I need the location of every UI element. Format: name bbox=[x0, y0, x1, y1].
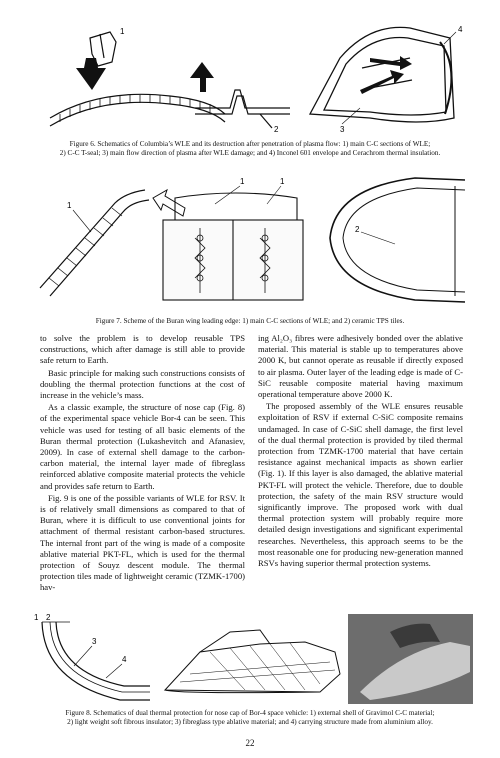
left-paragraph-2: Basic principle for making such constructions consists of doubling the thermal protection functions at the cost of increase in the vehicle’s mass. bbox=[40, 367, 245, 401]
fig6-label-3: 3 bbox=[340, 125, 345, 134]
nose-cap-section bbox=[42, 622, 150, 700]
right-paragraph-1: ing Al₂O₃ fibres were adhesively bonded over the ablative material. This material is stable up to temperatures above 2000 K, but cannot operate as reusable if directly exposed to air plasma. Outer layer of the leading edge is made of C-SiC reusable composite material having maximum operational temperature above 2000 K. bbox=[258, 333, 463, 400]
up-arrow-icon bbox=[190, 62, 214, 92]
figure-6-caption-line-1: Figure 6. Schematics of Columbia’s WLE and its destruction after penetration of plasma flow: 1) main C-C sections of WLE; bbox=[69, 140, 431, 148]
t-seal bbox=[195, 90, 290, 128]
figure-8-caption-line-2: 2) light weight soft fibrous insulator; 3) fibreglass type ablative material; and 4) carrying structure made from aluminium alloy. bbox=[67, 718, 433, 726]
left-paragraph-4: Fig. 9 is one of the possible variants of WLE for RSV. It is of relatively small dimensions as compared to that of Buran, where it is difficult to use conventional joints for attachment of thermal resistant carbon-based structures. The internal front part of the wing is made of a composite ablative material PKT-FL, which is used for the thermal protection of Souyz descent module. The thermal protection tiles made of lightweight ceramic (TZMK-1700) hav- bbox=[40, 492, 245, 593]
figure-6-caption-line-2: 2) C-C T-seal; 3) main flow direction of plasma after WLE damage; and 4) Inconel 601 envelope and Cerachrom thermal insulation. bbox=[59, 149, 441, 157]
bor4-vehicle-drawing bbox=[165, 630, 340, 693]
buran-nose-section bbox=[330, 178, 465, 302]
fig8-label-4: 4 bbox=[122, 655, 127, 664]
left-paragraph-1: to solve the problem is to develop reusable TPS constructions, which after damage is still able to provide safe return to Earth. bbox=[40, 333, 245, 366]
fig7-label-1c: 1 bbox=[280, 177, 285, 186]
fig8-label-1: 1 bbox=[34, 613, 39, 622]
flow-arrow-icon bbox=[360, 70, 404, 94]
buran-wle-strip bbox=[40, 190, 149, 296]
fig7-label-1a: 1 bbox=[67, 201, 72, 210]
fig8-label-2: 2 bbox=[46, 613, 51, 622]
fig7-label-1b: 1 bbox=[240, 177, 245, 186]
fig8-label-3: 3 bbox=[92, 637, 97, 646]
plasma-arrow-icon bbox=[153, 190, 185, 216]
figure-8-drawing bbox=[30, 612, 475, 707]
figure-6-drawing bbox=[40, 18, 470, 138]
right-column bbox=[258, 333, 463, 570]
fig6-label-2: 2 bbox=[274, 125, 279, 134]
page-number: 22 bbox=[245, 738, 255, 748]
wle-segments-curve bbox=[50, 94, 225, 126]
figure-6-caption bbox=[40, 140, 460, 158]
figure-7-drawing bbox=[35, 168, 475, 313]
wle-cross-section bbox=[310, 27, 454, 122]
fig6-label-1: 1 bbox=[120, 27, 125, 36]
left-paragraph-3: As a classic example, the structure of nose cap (Fig. 8) of the experimental space vehicle Bor-4 can be seen. This vehicle was used for testing of all basic elements of the Buran thermal protection (Lukashevitch and Afanasiev, 2009). In case of external shell damage to the carbon-carbon material, the internal layer made of fibreglass reinforced ablative composite material protects the vehicle and provides safe return to Earth. bbox=[40, 402, 245, 491]
left-column bbox=[40, 333, 245, 595]
right-paragraph-2: The proposed assembly of the WLE ensures reusable exploitation of RSV if external C-SiC composite remains undamaged. In case of C-SiC shell damage, the first level of the dual thermal protection is provided by tiled thermal protection from TZMK-1700 material that have certain resistance against mechanical impacts as shown earlier (Fig. 1). If this layer is also damaged, the ablative material PKT-FL will protect the vehicle. Therefore, due to double protection, the safety of the main RSV structure would significantly improve. The proposed work with dual thermal protection system will probably require more detailed design investigations and significant experimental researches. Nevertheless, this approach seems to be the most reasonable one for producing new-generation manned RSVs having superior thermal protection systems. bbox=[258, 401, 463, 569]
fig6-label-4: 4 bbox=[458, 25, 463, 34]
figure-7-caption: Figure 7. Scheme of the Buran wing leading edge: 1) main C-C sections of WLE; and 2) ceramic TPS tiles. bbox=[95, 317, 405, 325]
figure-8-caption bbox=[40, 709, 460, 727]
fig7-label-2: 2 bbox=[355, 225, 360, 234]
figure-8-caption-line-1: Figure 8. Schematics of dual thermal protection for nose cap of Bor-4 space vehicle: 1) external shell of Gravimol C-C material; bbox=[65, 709, 435, 717]
flow-arrow-icon-2 bbox=[370, 56, 412, 70]
